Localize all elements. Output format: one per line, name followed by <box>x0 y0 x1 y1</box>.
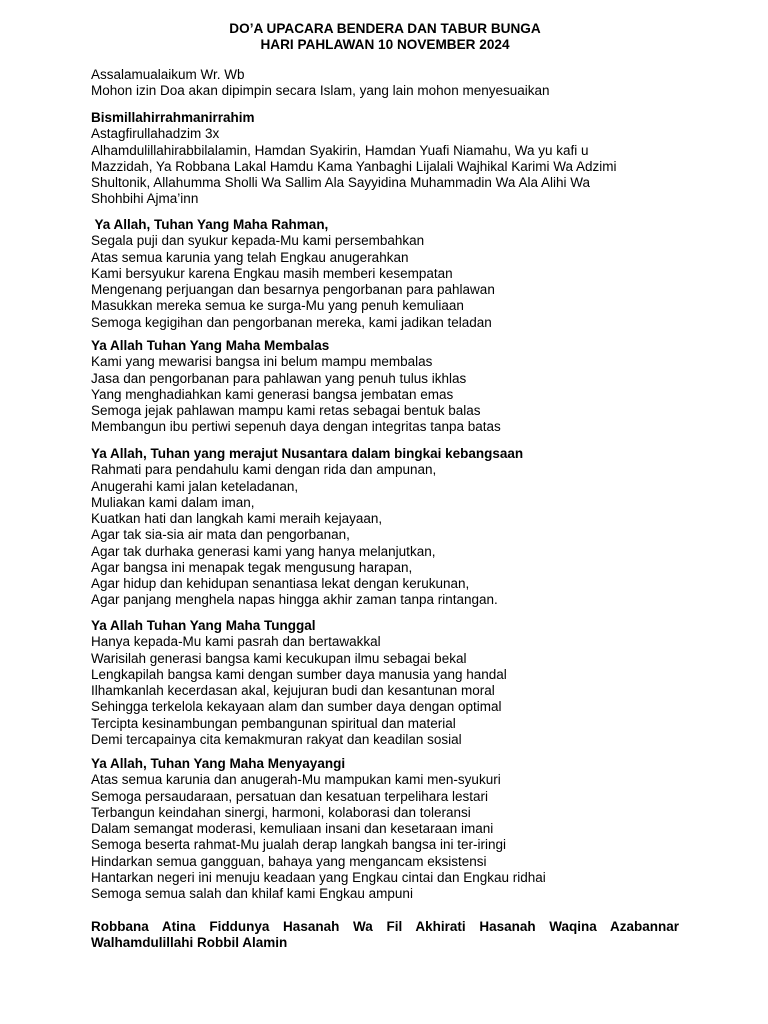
greeting-line: Assalamualaikum Wr. Wb <box>91 67 245 82</box>
document-title <box>91 21 679 53</box>
section-heading: Ya Allah, Tuhan Yang Maha Menyayangi <box>91 756 346 771</box>
section-line: Kami bersyukur karena Engkau masih memberi kesempatan <box>91 265 453 281</box>
section-line: Agar tak sia-sia air mata dan pengorbanan, <box>91 527 350 543</box>
closing-block <box>91 919 679 952</box>
section-line: Demi tercapainya cita kemakmuran rakyat dan keadilan sosial <box>91 731 462 747</box>
section-line: Anugerahi kami jalan keteladanan, <box>91 478 299 494</box>
section-line: Mengenang perjuangan dan besarnya pengorbanan para pahlawan <box>91 282 495 297</box>
section-line: Semoga jejak pahlawan mampu kami retas sebagai bentuk balas <box>91 403 481 418</box>
section-line: Hindarkan semua gangguan, bahaya yang mengancam eksistensi <box>91 853 487 869</box>
opening-line: Astagfirullahadzim 3x <box>91 126 220 142</box>
section-line: Semoga beserta rahmat-Mu jualah derap langkah bangsa ini ter-iringi <box>91 837 506 853</box>
section-heading: Ya Allah, Tuhan yang merajut Nusantara dalam bingkai kebangsaan <box>91 446 524 461</box>
section-line: Sehingga terkelola kekayaan alam dan sumber daya dengan optimal <box>91 699 502 715</box>
section-line: Membangun ibu pertiwi sepenuh daya dengan integritas tanpa batas <box>91 419 501 435</box>
section-line: Agar bangsa ini menapak tegak mengusung harapan, <box>91 559 413 575</box>
opening-line: Shohbihi Ajma’inn <box>91 191 199 207</box>
section-line: Hantarkan negeri ini menuju keadaan yang Engkau cintai dan Engkau ridhai <box>91 869 546 885</box>
section-line: Agar tak durhaka generasi kami yang hanya melanjutkan, <box>91 543 436 559</box>
section-line: Agar hidup dan kehidupan senantiasa lekat dengan kerukunan, <box>91 576 470 591</box>
title-line-2: HARI PAHLAWAN 10 NOVEMBER 2024 <box>260 37 510 52</box>
prayer-section-rahman <box>91 217 679 331</box>
opening-line: Shultonik, Allahumma Sholli Wa Sallim Ala Sayyidina Muhammadin Wa Ala Alihi Wa <box>91 175 590 190</box>
prayer-section-menyayangi <box>91 756 679 902</box>
section-line: Segala puji dan syukur kepada-Mu kami persembahkan <box>91 233 425 249</box>
section-line: Masukkan mereka semua ke surga-Mu yang penuh kemuliaan <box>91 298 464 314</box>
section-line: Muliakan kami dalam iman, <box>91 494 255 510</box>
section-line: Terbangun keindahan sinergi, harmoni, kolaborasi dan toleransi <box>91 804 471 820</box>
section-line: Semoga persaudaraan, persatuan dan kesatuan terpelihara lestari <box>91 788 489 804</box>
section-line: Hanya kepada-Mu kami pasrah dan bertawakkal <box>91 634 381 650</box>
section-line: Kuatkan hati dan langkah kami meraih kejayaan, <box>91 511 383 526</box>
prayer-section-membalas <box>91 338 679 436</box>
closing-line: Robbana Atina Fiddunya Hasanah Wa Fil Akhirati Hasanah Waqina Azabannar <box>91 919 679 934</box>
section-line: Jasa dan pengorbanan para pahlawan yang penuh tulus ikhlas <box>91 370 467 386</box>
closing-line: Walhamdulillahi Robbil Alamin <box>91 935 288 951</box>
section-heading: Ya Allah, Tuhan Yang Maha Rahman, <box>91 217 329 232</box>
section-line: Lengkapilah bangsa kami dengan sumber daya manusia yang handal <box>91 666 507 682</box>
section-line: Tercipta kesinambungan pembangunan spiritual dan material <box>91 715 456 731</box>
opening-line: Mazzidah, Ya Robbana Lakal Hamdu Kama Yanbaghi Lijalali Wajhikal Karimi Wa Adzimi <box>91 158 617 174</box>
prayer-section-nusantara <box>91 446 679 609</box>
section-heading: Ya Allah Tuhan Yang Maha Tunggal <box>91 618 316 633</box>
section-line: Dalam semangat moderasi, kemuliaan insani dan kesetaraan imani <box>91 821 494 836</box>
section-line: Kami yang mewarisi bangsa ini belum mampu membalas <box>91 354 433 370</box>
section-heading: Ya Allah Tuhan Yang Maha Membalas <box>91 338 330 353</box>
section-line: Ilhamkanlah kecerdasan akal, kejujuran budi dan kesantunan moral <box>91 683 495 698</box>
section-line: Agar panjang menghela napas hingga akhir zaman tanpa rintangan. <box>91 592 498 608</box>
opening-line: Alhamdulillahirabbilalamin, Hamdan Syakirin, Hamdan Yuafi Niamahu, Wa yu kafi u <box>91 142 589 158</box>
document-page <box>91 0 679 1024</box>
greeting-block <box>91 67 679 100</box>
section-line: Yang menghadiahkan kami generasi bangsa jembatan emas <box>91 386 454 402</box>
title-line-1: DO’A UPACARA BENDERA DAN TABUR BUNGA <box>229 21 541 36</box>
section-line: Rahmati para pendahulu kami dengan rida dan ampunan, <box>91 462 437 478</box>
section-line: Semoga semua salah dan khilaf kami Engkau ampuni <box>91 886 413 901</box>
section-line: Semoga kegigihan dan pengorbanan mereka, kami jadikan teladan <box>91 314 492 330</box>
section-line: Atas semua karunia yang telah Engkau anugerahkan <box>91 249 409 265</box>
opening-block <box>91 110 679 208</box>
opening-heading: Bismillahirrahmanirrahim <box>91 110 255 125</box>
section-line: Atas semua karunia dan anugerah-Mu mampukan kami men-syukuri <box>91 772 501 788</box>
greeting-line: Mohon izin Doa akan dipimpin secara Islam, yang lain mohon menyesuaikan <box>91 83 550 99</box>
prayer-section-tunggal <box>91 618 679 748</box>
section-line: Warisilah generasi bangsa kami kecukupan ilmu sebagai bekal <box>91 650 467 666</box>
